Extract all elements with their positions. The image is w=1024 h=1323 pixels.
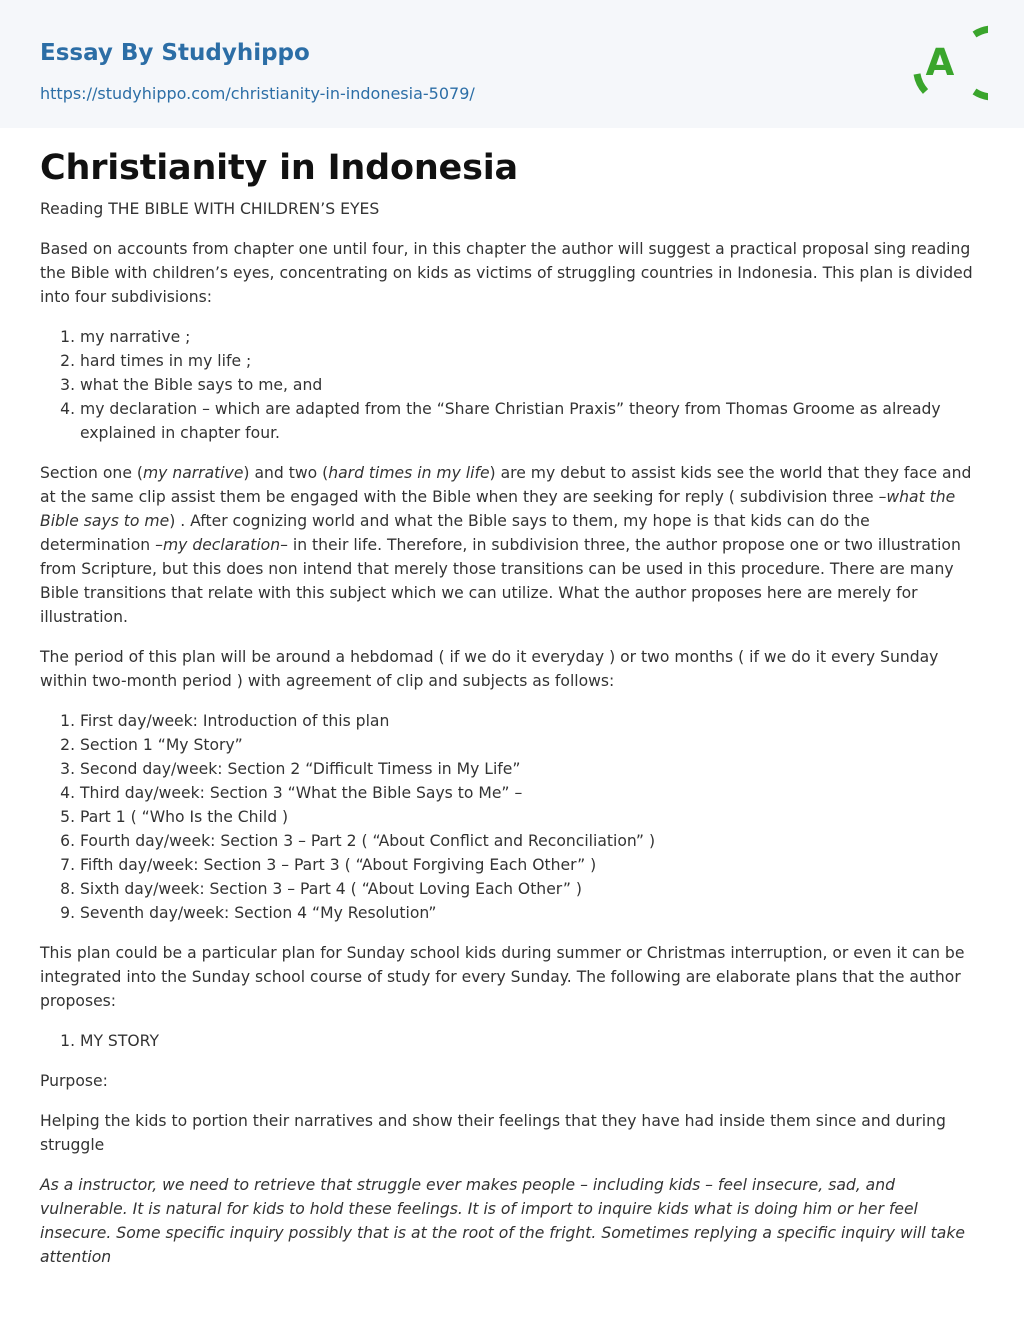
list-item: 1. my narrative ;	[80, 325, 984, 349]
site-header	[0, 0, 1024, 128]
period-paragraph: The period of this plan will be around a hebdomad ( if we do it everyday ) or two months ( if we do it every Sunday within two-month period ) with agreement of clip and subjects as follows:	[40, 648, 939, 690]
list-item: 2. Section 1 “My Story”	[80, 733, 984, 757]
list-item: 7. Fifth day/week: Section 3 – Part 3 ( “About Forgiving Each Other” )	[80, 853, 984, 877]
schedule-list	[40, 709, 984, 925]
list-item: 9. Seventh day/week: Section 4 “My Resolution”	[80, 901, 984, 925]
list-item: 8. Sixth day/week: Section 3 – Part 4 ( “About Loving Each Other” )	[80, 877, 984, 901]
list-item: 3. Second day/week: Section 2 “Difficult Timess in My Life”	[80, 757, 984, 781]
purpose-text: Helping the kids to portion their narratives and show their feelings that they have had inside them since and during struggle	[40, 1112, 946, 1154]
list-item: 3. what the Bible says to me, and	[80, 373, 984, 397]
list-item: 5. Part 1 ( “Who Is the Child )	[80, 805, 984, 829]
section-heading-list	[40, 1029, 984, 1053]
essay-content	[40, 146, 984, 1269]
logo-letter: A	[925, 41, 955, 84]
page-title: Christianity in Indonesia	[40, 148, 518, 188]
source-url-link[interactable]: https://studyhippo.com/christianity-in-indonesia-5079/	[40, 84, 475, 103]
plan-paragraph: This plan could be a particular plan for Sunday school kids during summer or Christmas interruption, or even it can be integrated into the Sunday school course of study for every Sunday. The following are elaborate plans that the author proposes:	[40, 944, 965, 1010]
list-item: 6. Fourth day/week: Section 3 – Part 2 ( “About Conflict and Reconciliation” )	[80, 829, 984, 853]
brand-title[interactable]: Essay By Studyhippo	[40, 40, 310, 66]
sections-paragraph: Section one (my narrative) and two (hard times in my life) are my debut to assist kids see the world that they face and at the same clip assist them be engaged with the Bible when they are seeking for reply ( subdivision three –what the Bible says to me) . After cognizing world and what the Bible says to them, my hope is that kids can do the determination –my declaration– in their life. Therefore, in subdivision three, the author propose one or two illustration from Scripture, but this does non intend that merely those transitions can be used in this procedure. There are many Bible transitions that relate with this subject which we can utilize. What the author proposes here are merely for illustration.	[40, 464, 972, 626]
list-item: 4. my declaration – which are adapted from the “Share Christian Praxis” theory from Thomas Groome as already explained in chapter four.	[80, 397, 984, 445]
list-item: 4. Third day/week: Section 3 “What the Bible Says to Me” –	[80, 781, 984, 805]
purpose-label: Purpose:	[40, 1072, 108, 1090]
list-item: 1. First day/week: Introduction of this plan	[80, 709, 984, 733]
intro-paragraph: Based on accounts from chapter one until four, in this chapter the author will suggest a practical proposal sing reading the Bible with children’s eyes, concentrating on kids as victims of struggling countries in Indonesia. This plan is divided into four subdivisions:	[40, 240, 973, 306]
list-item: 1. MY STORY	[80, 1029, 984, 1053]
logo-icon[interactable]	[912, 18, 988, 108]
list-item: 2. hard times in my life ;	[80, 349, 984, 373]
subdivision-list	[40, 325, 984, 445]
subtitle: Reading THE BIBLE WITH CHILDREN’S EYES	[40, 200, 380, 218]
instructor-paragraph: As a instructor, we need to retrieve that struggle ever makes people – including kids – feel insecure, sad, and vulnerable. It is natural for kids to hold these feelings. It is of import to inquire kids what is doing him or her feel insecure. Some specific inquiry possibly that is at the root of the fright. Sometimes replying a specific inquiry will take attention	[40, 1176, 965, 1266]
